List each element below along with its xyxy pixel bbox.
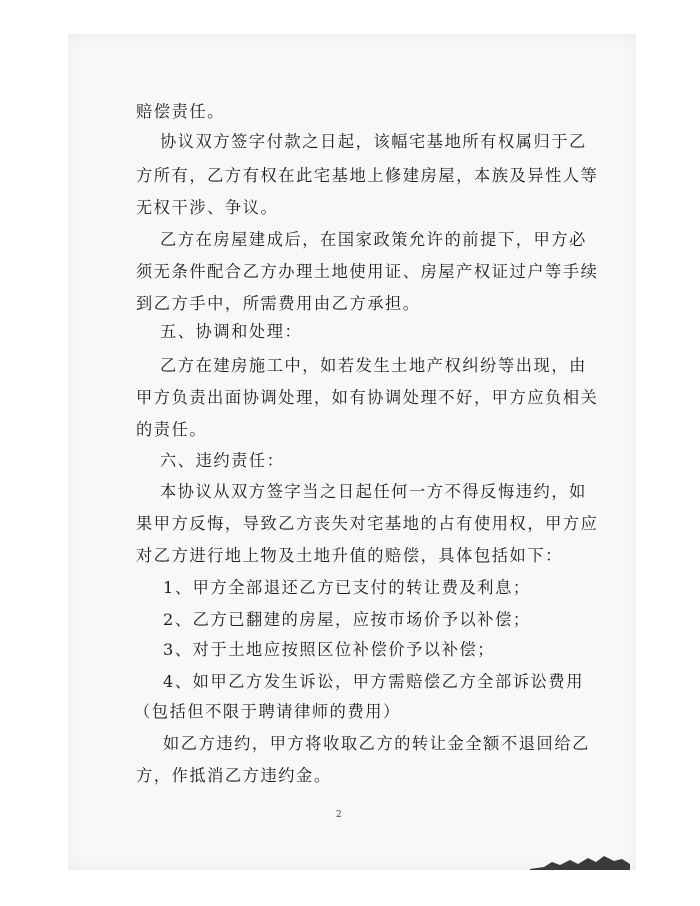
text-line-2: 协议双方签字付款之日起，该幅宅基地所有权属归于乙 [160, 132, 587, 151]
text-line-4: 无权干涉、争议。 [136, 198, 279, 217]
text-line-22: 方，作抵消乙方违约金。 [136, 766, 332, 785]
text-line-14: 果甲方反悔，导致乙方丧失对宅基地的占有使用权，甲方应 [136, 514, 599, 533]
text-line-1: 赔偿责任。 [136, 102, 225, 121]
text-line-13: 本协议从双方签字当之日起任何一方不得反悔违约，如 [160, 482, 587, 501]
list-item-3: 3、对于土地应按照区位补偿价予以补偿； [163, 640, 496, 659]
text-line-5: 乙方在房屋建成后，在国家政策允许的前提下，甲方必 [160, 230, 587, 249]
text-line-10: 甲方负责出面协调处理，如有协调处理不好，甲方应负相关 [136, 388, 599, 407]
page-number: 2 [336, 810, 342, 820]
text-line-3: 方所有，乙方有权在此宅基地上修建房屋，本族及异性人等 [136, 166, 599, 185]
scan-smudge-mark [530, 852, 630, 870]
text-line-15: 对乙方进行地上物及土地升值的赔偿，具体包括如下： [136, 546, 563, 565]
section-heading-5: 五、协调和处理： [160, 322, 303, 341]
list-item-4-continued: （包括但不限于聘请律师的费用） [134, 702, 401, 721]
text-line-11: 的责任。 [136, 420, 208, 439]
section-heading-6: 六、违约责任： [160, 451, 285, 470]
list-item-1: 1、甲方全部退还乙方已支付的转让费及利息； [163, 578, 531, 597]
list-item-4: 4、如甲乙方发生诉讼，甲方需赔偿乙方全部诉讼费用 [163, 672, 585, 691]
text-line-21: 如乙方违约，甲方将收取乙方的转让金全额不退回给乙 [163, 734, 590, 753]
text-line-9: 乙方在建房施工中，如若发生土地产权纠纷等出现，由 [160, 356, 587, 375]
list-item-2: 2、乙方已翻建的房屋，应按市场价予以补偿； [163, 610, 531, 629]
text-line-6: 须无条件配合乙方办理土地使用证、房屋产权证过户等手续 [136, 262, 599, 281]
text-line-7: 到乙方手中，所需费用由乙方承担。 [136, 294, 421, 313]
